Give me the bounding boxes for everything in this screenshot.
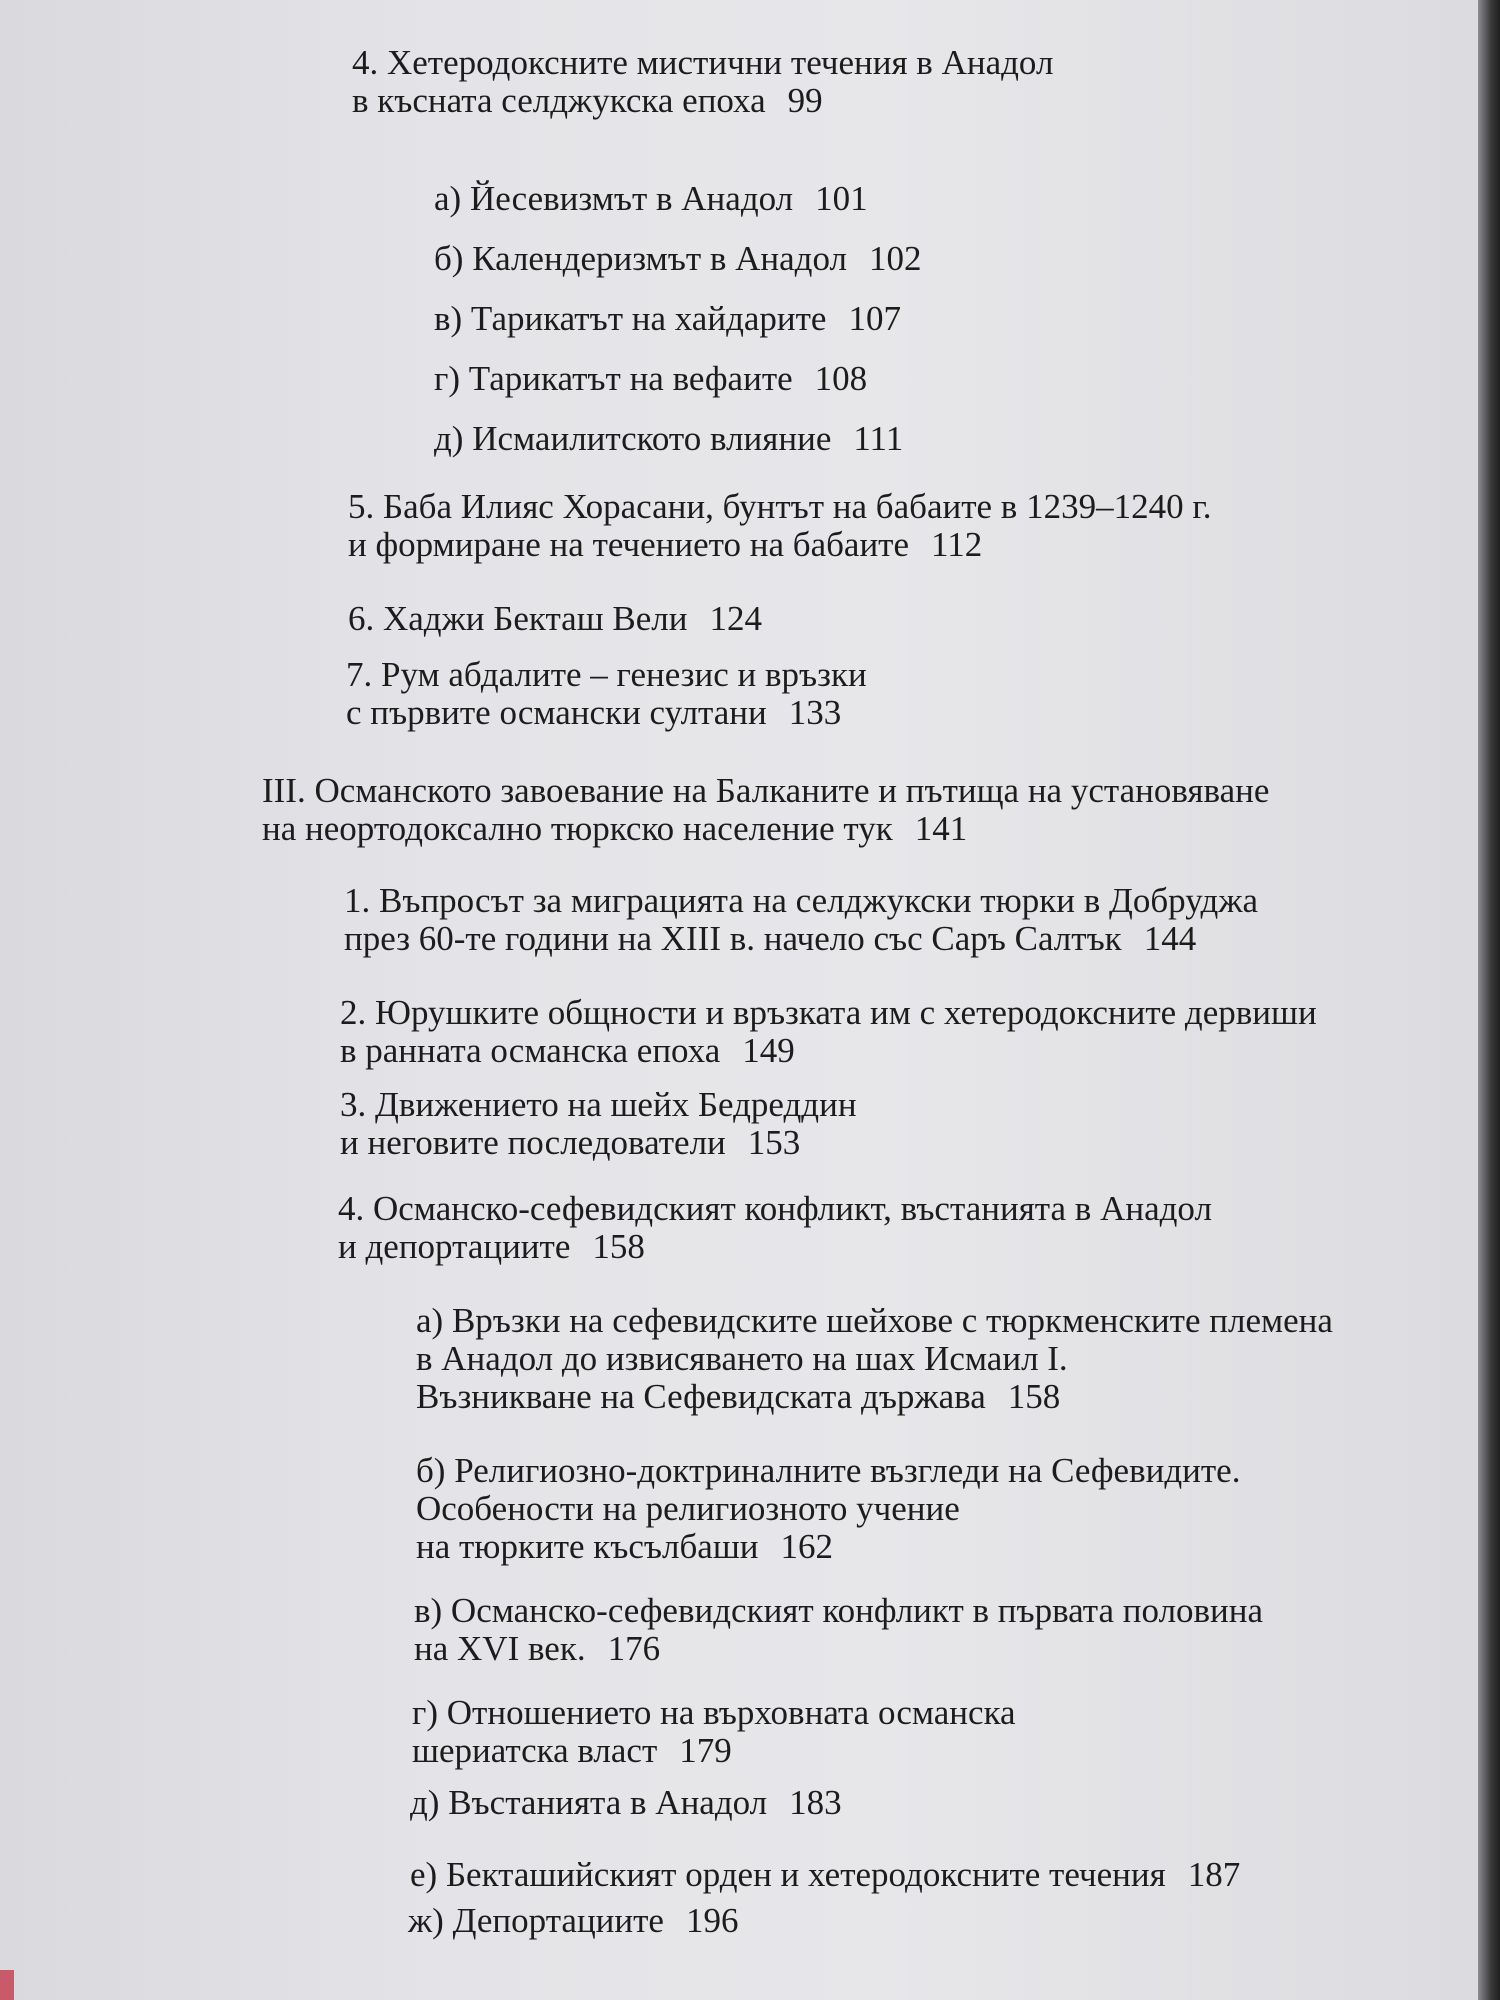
toc-entry <box>434 180 868 218</box>
page-number: 101 <box>815 179 868 218</box>
entry-text: г) Тарикатът на вефаите <box>434 359 793 398</box>
entry-text: в късната селджукска епоха <box>352 81 766 120</box>
entry-text: на неортодоксално тюркско население тук <box>262 809 893 848</box>
entry-text: 3. Движението на шейх Бедреддин <box>340 1085 857 1124</box>
page-number: 112 <box>931 525 983 564</box>
page-corner-mark <box>0 1970 14 2000</box>
entry-text: с първите османски султани <box>346 693 767 732</box>
toc-entry <box>340 994 1317 1070</box>
toc-entry <box>262 772 1269 848</box>
toc-entry <box>434 300 901 338</box>
entry-text: в) Тарикатът на хайдарите <box>434 299 827 338</box>
entry-text: 2. Юрушките общности и връзката им с хетеродоксните дервиши <box>340 993 1317 1032</box>
entry-text: г) Отношението на върховната османска <box>412 1693 1016 1732</box>
toc-entry <box>434 360 867 398</box>
entry-text: б) Календеризмът в Анадол <box>434 239 847 278</box>
page-number: 102 <box>869 239 922 278</box>
page-number: 149 <box>742 1031 795 1070</box>
page-number: 158 <box>592 1227 645 1266</box>
entry-text: а) Връзки на сефевидските шейхове с тюркменските племена <box>416 1301 1333 1340</box>
entry-text: 6. Хаджи Бекташ Вели <box>348 599 688 638</box>
entry-text: шериатска власт <box>412 1731 658 1770</box>
entry-text: 1. Въпросът за миграцията на селджукски тюрки в Добруджа <box>344 881 1259 920</box>
page-number: 162 <box>780 1527 833 1566</box>
entry-text: на тюрките късълбаши <box>416 1527 759 1566</box>
toc-entry <box>410 1856 1240 1894</box>
toc-entry <box>340 1086 857 1162</box>
page-number: 153 <box>747 1123 801 1162</box>
entry-text: д) Исмаилитското влияние <box>434 419 832 458</box>
entry-text: и депортациите <box>338 1227 571 1266</box>
page-number: 196 <box>685 1901 739 1940</box>
toc-entry <box>434 240 922 278</box>
entry-text: б) Религиозно-доктриналните възгледи на Сефевидите. <box>416 1451 1241 1490</box>
page-number: 158 <box>1007 1377 1061 1416</box>
page-number: 133 <box>788 693 842 732</box>
toc-entry <box>434 420 903 458</box>
toc-entry <box>414 1592 1263 1668</box>
entry-text: и неговите последователи <box>340 1123 726 1162</box>
entry-text: д) Въстанията в Анадол <box>410 1783 768 1822</box>
entry-text: в Анадол до извисяването на шах Исмаил I. <box>416 1339 1068 1378</box>
entry-text: а) Йесевизмът в Анадол <box>434 179 794 218</box>
entry-text: 7. Рум абдалите – генезис и връзки <box>346 655 867 694</box>
toc-entry <box>416 1302 1333 1416</box>
toc-entry <box>348 600 762 638</box>
page-number: 99 <box>787 81 823 120</box>
entry-text: през 60-те години на XIII в. начело със Саръ Салтък <box>344 919 1122 958</box>
page-number: 108 <box>814 359 868 398</box>
page-edge-shadow <box>1478 0 1500 2000</box>
page-number: 183 <box>789 1783 842 1822</box>
toc-entry <box>408 1902 738 1940</box>
toc-entry <box>416 1452 1240 1566</box>
entry-text: ж) Депортациите <box>408 1901 664 1940</box>
entry-text: в ранната османска епоха <box>340 1031 721 1070</box>
toc-entry <box>346 656 867 732</box>
entry-text: Особености на религиозното учение <box>416 1489 960 1528</box>
page-number: 187 <box>1187 1855 1241 1894</box>
entry-text: в) Османско-сефевидският конфликт в първата половина <box>414 1591 1264 1630</box>
toc-entry <box>348 488 1211 564</box>
page-number: 107 <box>848 299 901 338</box>
entry-text: е) Бекташийският орден и хетеродоксните течения <box>410 1855 1166 1894</box>
entry-text: 4. Хетеродоксните мистични течения в Анадол <box>352 43 1054 82</box>
page-number: 179 <box>679 1731 732 1770</box>
page-number: 141 <box>914 809 968 848</box>
entry-text: и формиране на течението на бабаите <box>348 525 910 564</box>
toc-entry <box>344 882 1258 958</box>
toc-entry <box>352 44 1053 120</box>
entry-text: 4. Османско-сефевидският конфликт, въстанията в Анадол <box>338 1189 1212 1228</box>
entry-text: Възникване на Сефевидската държава <box>416 1377 986 1416</box>
page-number: 124 <box>709 599 762 638</box>
toc-entry <box>410 1784 842 1822</box>
page-number: 111 <box>853 419 904 458</box>
entry-text: на XVI век. <box>414 1629 586 1668</box>
entry-text: 5. Баба Илияс Хорасани, бунтът на бабаите в 1239–1240 г. <box>348 487 1212 526</box>
toc-entry <box>338 1190 1212 1266</box>
toc-entry <box>412 1694 1016 1770</box>
page-number: 144 <box>1143 919 1197 958</box>
page-number: 176 <box>607 1629 661 1668</box>
entry-text: III. Османското завоевание на Балканите и пътища на установяване <box>262 771 1270 810</box>
